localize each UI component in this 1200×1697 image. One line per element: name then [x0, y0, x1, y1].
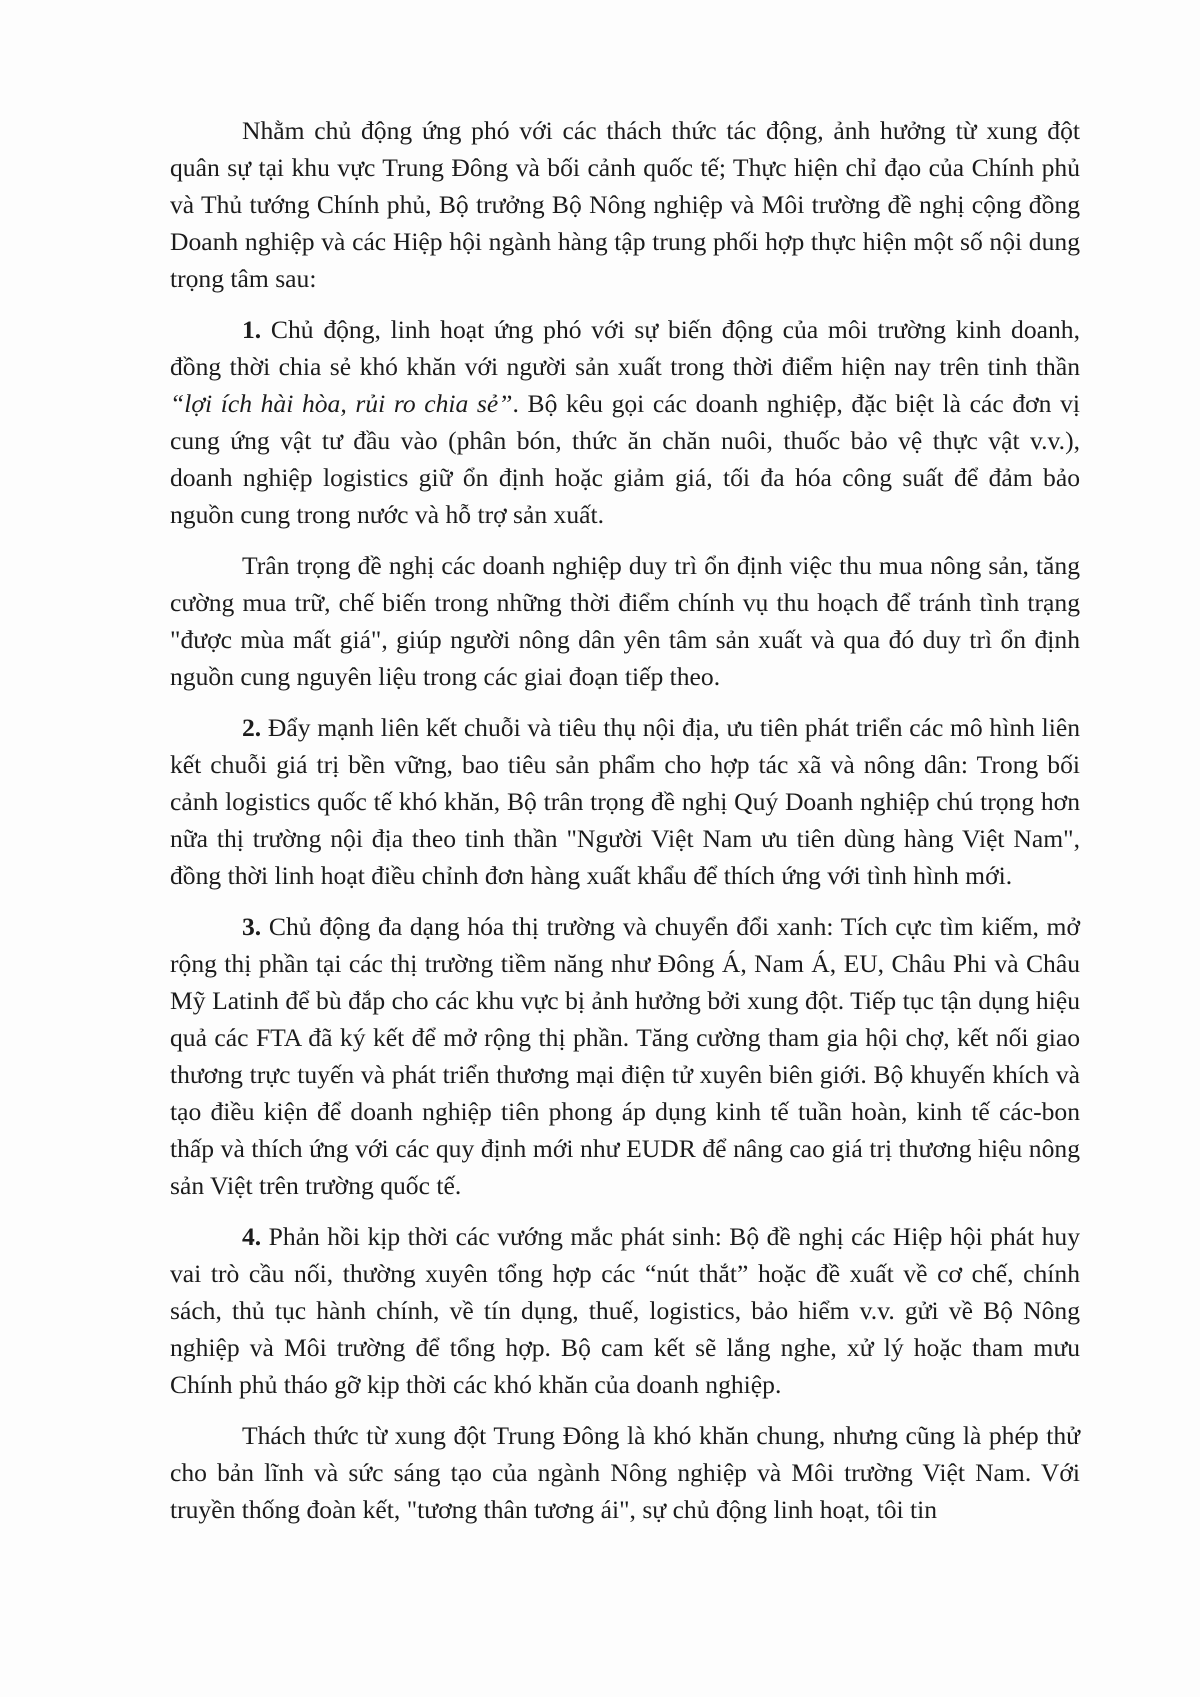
item-1-paragraph	[170, 311, 1080, 533]
paragraph-text: Chủ động đa dạng hóa thị trường và chuyển đổi xanh: Tích cực tìm kiếm, mở rộng thị phần tại các thị trường tiềm năng như Đông Á, Nam Á, EU, Châu Phi và Châu Mỹ Latinh để bù đắp cho các khu vực bị ảnh hưởng bởi xung đột. Tiếp tục tận dụng hiệu quả các FTA đã ký kết để mở rộng thị phần. Tăng cường tham gia hội chợ, kết nối giao thương trực tuyến và phát triển thương mại điện tử xuyên biên giới. Bộ khuyến khích và tạo điều kiện để doanh nghiệp tiên phong áp dụng kinh tế tuần hoàn, kinh tế các-bon thấp và thích ứng với các quy định mới như EUDR để nâng cao giá trị thương hiệu nông sản Việt trên trường quốc tế.	[170, 912, 1080, 1200]
paragraph-text: Chủ động, linh hoạt ứng phó với sự biến động của môi trường kinh doanh, đồng thời chia sẻ khó khăn với người sản xuất trong thời điểm hiện nay trên tinh thần	[170, 315, 1080, 381]
paragraph-text: Phản hồi kịp thời các vướng mắc phát sinh: Bộ đề nghị các Hiệp hội phát huy vai trò cầu nối, thường xuyên tổng hợp các “nút thắt” hoặc đề xuất về cơ chế, chính sách, thủ tục hành chính, về tín dụng, thuế, logistics, bảo hiểm v.v. gửi về Bộ Nông nghiệp và Môi trường để tổng hợp. Bộ cam kết sẽ lắng nghe, xử lý hoặc tham mưu Chính phủ tháo gỡ kịp thời các khó khăn của doanh nghiệp.	[170, 1222, 1080, 1399]
paragraph-text: Đẩy mạnh liên kết chuỗi và tiêu thụ nội địa, ưu tiên phát triển các mô hình liên kết chuỗi giá trị bền vững, bao tiêu sản phẩm cho hợp tác xã và nông dân: Trong bối cảnh logistics quốc tế khó khăn, Bộ trân trọng đề nghị Quý Doanh nghiệp chú trọng hơn nữa thị trường nội địa theo tinh thần "Người Việt Nam ưu tiên dùng hàng Việt Nam", đồng thời linh hoạt điều chỉnh đơn hàng xuất khẩu để thích ứng với tình hình mới.	[170, 713, 1080, 890]
item-number: 2.	[242, 713, 262, 742]
paragraph-text: Thách thức từ xung đột Trung Đông là khó khăn chung, nhưng cũng là phép thử cho bản lĩnh và sức sáng tạo của ngành Nông nghiệp và Môi trường Việt Nam. Với truyền thống đoàn kết, "tương thân tương ái", sự chủ động linh hoạt, tôi tin	[170, 1421, 1080, 1524]
item-1-followup-paragraph	[170, 547, 1080, 695]
closing-paragraph	[170, 1417, 1080, 1528]
intro-paragraph	[170, 112, 1080, 297]
item-number: 4.	[242, 1222, 262, 1251]
paragraph-text: Nhằm chủ động ứng phó với các thách thức tác động, ảnh hưởng từ xung đột quân sự tại khu vực Trung Đông và bối cảnh quốc tế; Thực hiện chỉ đạo của Chính phủ và Thủ tướng Chính phủ, Bộ trưởng Bộ Nông nghiệp và Môi trường đề nghị cộng đồng Doanh nghiệp và các Hiệp hội ngành hàng tập trung phối hợp thực hiện một số nội dung trọng tâm sau:	[170, 116, 1080, 293]
paragraph-text-continued: . Bộ kêu gọi các doanh nghiệp, đặc biệt là các đơn vị cung ứng vật tư đầu vào (phân bón, thức ăn chăn nuôi, thuốc bảo vệ thực vật v.v.), doanh nghiệp logistics giữ ổn định hoặc giảm giá, tối đa hóa công suất để đảm bảo nguồn cung trong nước và hỗ trợ sản xuất.	[170, 389, 1080, 529]
item-3-paragraph	[170, 908, 1080, 1204]
item-number: 1.	[242, 315, 262, 344]
item-4-paragraph	[170, 1218, 1080, 1403]
item-number: 3.	[242, 912, 262, 941]
italic-quote: “lợi ích hài hòa, rủi ro chia sẻ”	[170, 389, 513, 418]
paragraph-text: Trân trọng đề nghị các doanh nghiệp duy trì ổn định việc thu mua nông sản, tăng cường mua trữ, chế biến trong những thời điểm chính vụ thu hoạch để tránh tình trạng "được mùa mất giá", giúp người nông dân yên tâm sản xuất và qua đó duy trì ổn định nguồn cung nguyên liệu trong các giai đoạn tiếp theo.	[170, 551, 1080, 691]
item-2-paragraph	[170, 709, 1080, 894]
